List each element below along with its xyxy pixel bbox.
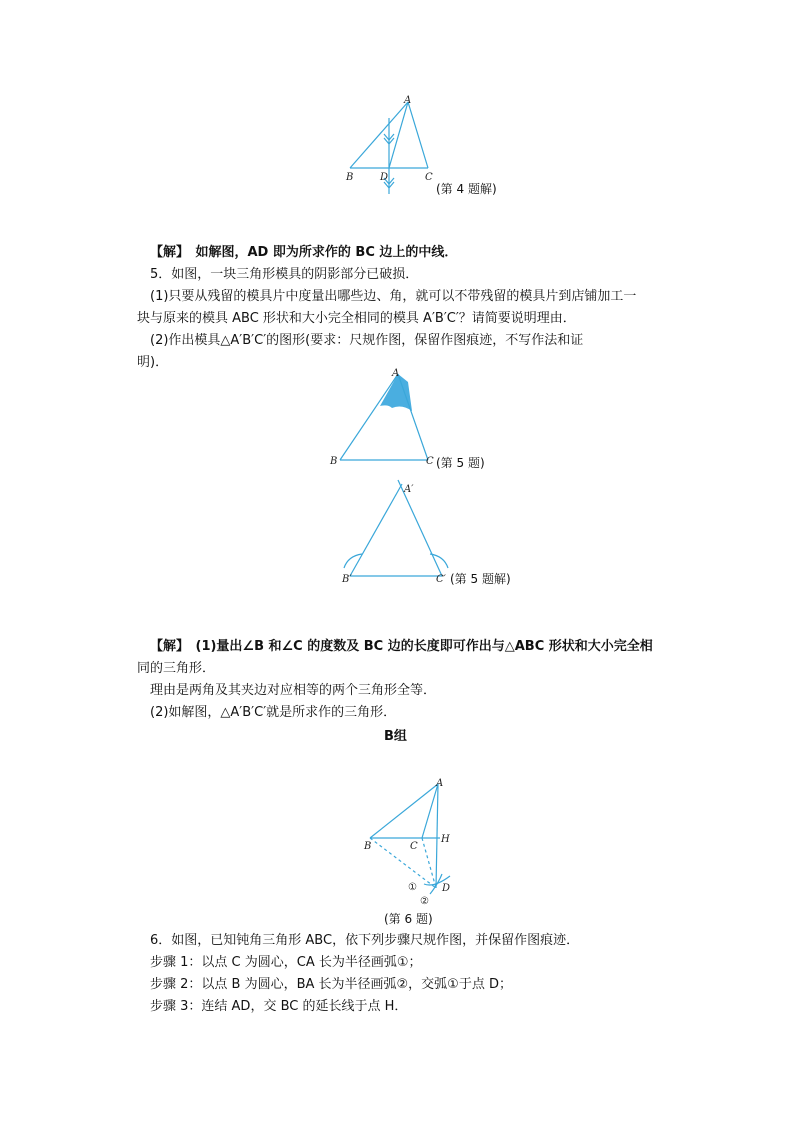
label-b: B bbox=[364, 841, 372, 852]
caption-q4-solution: (第 4 题解) bbox=[436, 182, 497, 196]
question-6-step3: 步骤 3：连结 AD，交 BC 的延长线于点 H． bbox=[150, 999, 408, 1014]
label-h: H bbox=[441, 834, 450, 845]
figure-q4-solution bbox=[340, 92, 450, 196]
label-a: A bbox=[392, 368, 400, 379]
caption-q6: (第 6 题) bbox=[384, 912, 433, 926]
question-5-part2-line2: 明)． bbox=[137, 355, 169, 370]
question-5-part1-line1: (1)只要从残留的模具片中度量出哪些边、角，就可以不带残留的模具片到店铺加工一 bbox=[150, 289, 637, 304]
question-6-step1: 步骤 1：以点 C 为圆心，CA 长为半径画弧①； bbox=[150, 955, 422, 970]
label-b-prime: B′ bbox=[342, 574, 352, 585]
figure-q5 bbox=[326, 366, 446, 470]
solution-5-line1: 【解】 (1)量出∠B 和∠C 的度数及 BC 边的长度即可作出与△ABC 形状和大小完全相 bbox=[150, 639, 653, 654]
caption-q5-solution: (第 5 题解) bbox=[450, 572, 511, 586]
figure-q5-solution bbox=[340, 478, 450, 588]
label-a: A bbox=[436, 778, 444, 789]
question-5-part2-line1: (2)作出模具△A′B′C′的图形(要求：尺规作图，保留作图痕迹，不写作法和证 bbox=[150, 333, 584, 348]
solution-4: 【解】 如解图，AD 即为所求作的 BC 边上的中线． bbox=[150, 245, 458, 260]
solution-5-line2: 同的三角形． bbox=[137, 661, 216, 676]
median-ad bbox=[389, 102, 408, 168]
label-arc-2: ② bbox=[420, 896, 429, 906]
label-c: C bbox=[410, 841, 418, 852]
label-a: A bbox=[404, 95, 412, 106]
label-b: B bbox=[330, 456, 338, 467]
label-arc-1: ① bbox=[408, 882, 417, 893]
label-a-prime: A′ bbox=[404, 484, 414, 495]
label-c: C bbox=[426, 456, 434, 467]
label-b: B bbox=[346, 172, 354, 183]
label-c-prime: C′ bbox=[436, 574, 446, 585]
question-6-step2: 步骤 2：以点 B 为圆心，BA 长为半径画弧②，交弧①于点 D； bbox=[150, 977, 512, 992]
solution-5-line4: (2)如解图，△A′B′C′就是所求作的三角形． bbox=[150, 705, 397, 720]
figure-q6 bbox=[360, 776, 460, 906]
label-d: D bbox=[380, 172, 389, 183]
label-c: C bbox=[425, 172, 433, 183]
solution-5-line3: 理由是两角及其夹边对应相等的两个三角形全等． bbox=[150, 683, 437, 698]
group-b-heading: B组 bbox=[384, 729, 407, 744]
question-5-part1-line2: 块与原来的模具 ABC 形状和大小完全相同的模具 A′B′C′？请简要说明理由． bbox=[137, 311, 576, 326]
question-6-title: 6．如图，已知钝角三角形 ABC，依下列步骤尺规作图，并保留作图痕迹． bbox=[150, 933, 580, 948]
label-d: D bbox=[442, 883, 451, 894]
caption-q5: (第 5 题) bbox=[436, 456, 485, 470]
question-5-title: 5．如图，一块三角形模具的阴影部分已破损． bbox=[150, 267, 419, 282]
